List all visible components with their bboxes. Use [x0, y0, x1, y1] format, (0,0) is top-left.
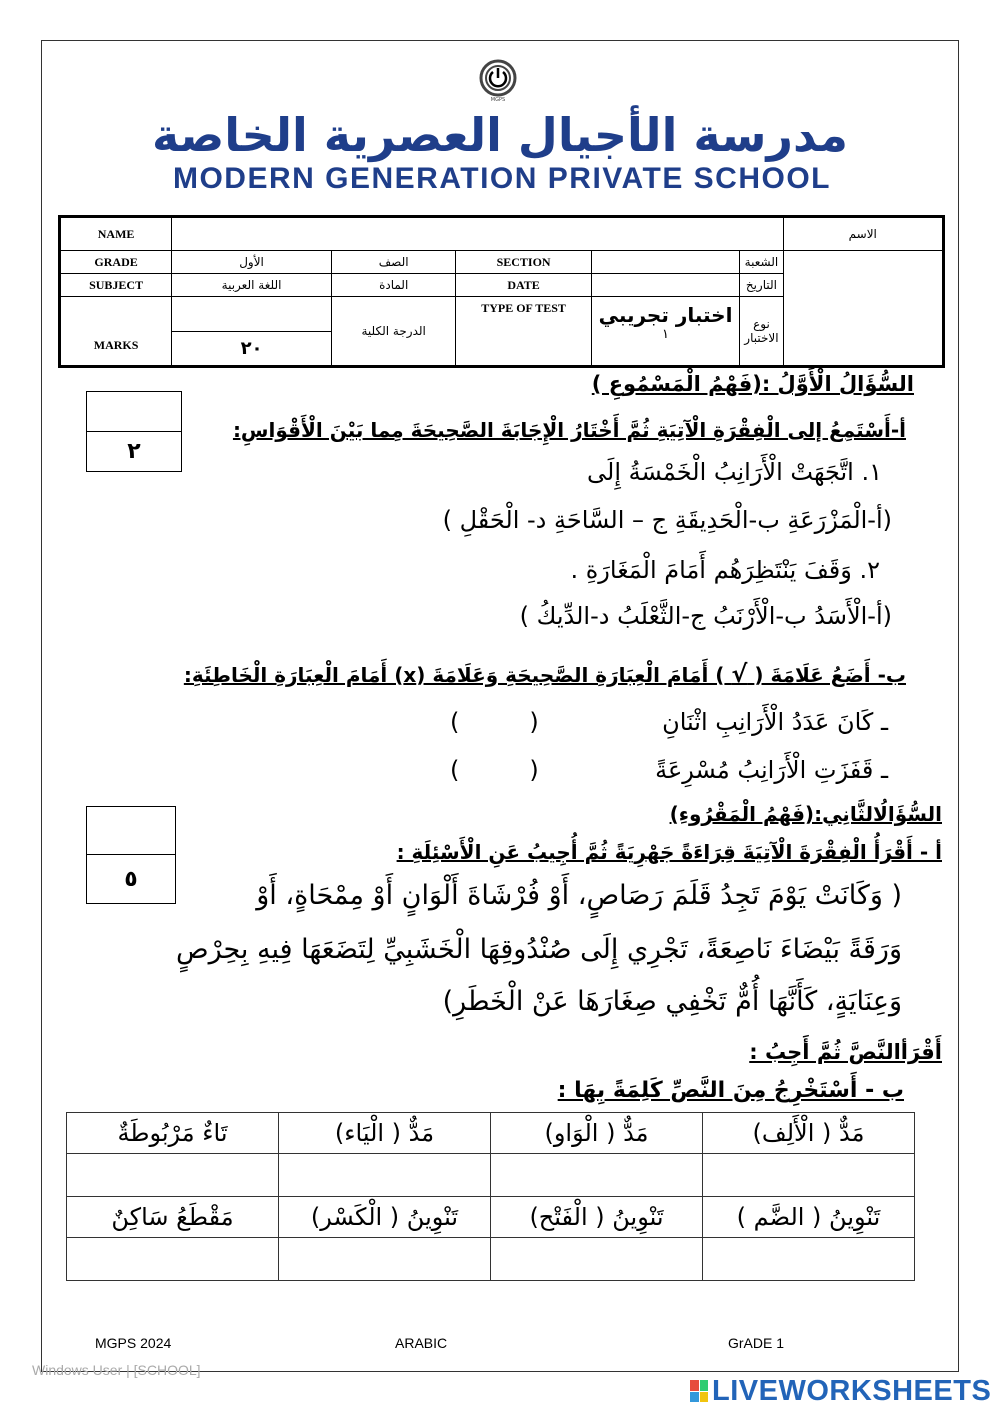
- marks-obtained-field[interactable]: [172, 297, 331, 332]
- marks-cell: [172, 297, 332, 367]
- date-field[interactable]: [591, 274, 740, 297]
- q1-part-b-post: ) أَمَامَ الْعِبَارَةِ الصَّحِيحَةِ وَعَلَامَةَ (x) أَمَامَ الْعِبَارَةِ الْخَاطِئَةِ:: [183, 663, 725, 687]
- footer-right: GrADE 1: [728, 1335, 785, 1351]
- test-type-value: اختبار تجريبي: [598, 303, 733, 327]
- liveworksheets-brand[interactable]: [690, 1375, 991, 1407]
- ya-madd-header: مَدٌّ ( الْيَاء): [279, 1113, 491, 1154]
- liveworksheets-logo-icon: [690, 1380, 708, 1402]
- q2-instruction: أَقْرَأالنَّصَّ ثُمَّ أَجِبُ :: [749, 1040, 942, 1064]
- sukun-syllable-header: مَقْطَعُ سَاكِنٌ: [67, 1197, 279, 1238]
- taa-marbuta-header: تَاءٌ مَرْبُوطَةٌ: [67, 1113, 279, 1154]
- class-label-ar: الصف: [331, 251, 456, 274]
- q1-part-b: [184, 660, 906, 688]
- footer-left: MGPS 2024: [95, 1335, 172, 1351]
- q1-part-a: أ-أَسْتَمِعُ إلى الْفِقْرَةِ الْآتِيَةِ ثُمَّ أَخْتَارُ الْإِجَابَةَ الصَّحِيحَةَ مِما بَيْنَ الْأَقْوَاسِ:: [232, 418, 906, 442]
- q2-part-b: ب - أَسْتَخْرِجُ مِنَ النَّصِّ كَلِمَةً بِهَا :: [557, 1078, 904, 1103]
- school-name-english: MODERN GENERATION PRIVATE SCHOOL: [172, 162, 832, 195]
- passage-line-1: ( وَكَانَتْ يَوْمَ تَجِدُ قَلَمَ رَصَاصٍ، أَوْ فُرْشَاةَ أَلْوَانٍ أَوْ مِمْحَاةٍ، أَوْ: [256, 880, 902, 911]
- q1-item-1-options: (أ-الْمَزْرَعَةِ ب-الْحَدِيقَةِ ج – السَّاحَةِ د- الْحَقْلِ ): [442, 506, 892, 534]
- tanween-kasra-answer[interactable]: [279, 1238, 491, 1281]
- waw-madd-header: مَدٌّ ( الْوَاو): [491, 1113, 703, 1154]
- name-label: NAME: [60, 217, 172, 251]
- grade-label: GRADE: [60, 251, 172, 274]
- q1-score: ٢: [127, 438, 141, 464]
- tanween-fatha-header: تَنْوِينُ ( الْفَتْح): [491, 1197, 703, 1238]
- marks-total: ٢٠: [240, 337, 263, 359]
- section-label: SECTION: [456, 251, 591, 274]
- q2-part-a: أ - أَقْرَأُ الْفِقْرَةَ الْآتِيَةَ قِرَاءَةً جَهْرِيَةً ثُمَّ أُجِيبُ عَنِ الْأَسْئِلَةِ :: [396, 840, 942, 864]
- passage-line-2: وَرَقَةً بَيْضَاءَ نَاصِعَةً، تَجْرِي إِلَى صُنْدُوقِهَا الْخَشَبِيِّ لِتَضَعَهَا فِيهِ بِحِرْصٍ: [175, 934, 902, 965]
- alif-madd-answer[interactable]: [703, 1154, 915, 1197]
- test-type-cell: [591, 297, 740, 367]
- document-watermark: Windows User | [SCHOOL]: [32, 1362, 201, 1378]
- q2-title: السُّؤَالُالثَّانِي:(فَهْمُ الْمَقْرُوءِ): [669, 802, 942, 826]
- section-field[interactable]: [591, 251, 740, 274]
- paren-close: ): [450, 708, 460, 736]
- q1-score-field[interactable]: [87, 392, 181, 432]
- power-logo-icon: [481, 61, 515, 95]
- paren-open: (: [529, 708, 539, 736]
- subject-label: SUBJECT: [60, 274, 172, 297]
- tanween-fatha-answer[interactable]: [491, 1238, 703, 1281]
- statement-1-answer[interactable]: [450, 708, 539, 736]
- school-logo: [463, 58, 533, 104]
- taa-marbuta-answer[interactable]: [67, 1154, 279, 1197]
- q1-item-2: ٢. وَقَفَ يَنْتَظِرَهُم أَمَامَ الْمَغَارَةِ .: [570, 556, 880, 584]
- tanween-kasra-header: تَنْوِينُ ( الْكَسْر): [279, 1197, 491, 1238]
- subject-label-ar: المادة: [331, 274, 456, 297]
- student-info-table: [58, 215, 945, 368]
- liveworksheets-text: LIVEWORKSHEETS: [712, 1374, 992, 1407]
- waw-madd-answer[interactable]: [491, 1154, 703, 1197]
- logo-label: MGPS: [490, 97, 506, 103]
- q1-item-2-options: (أ-الْأَسَدُ ب-الْأَرْنَبُ ج-الثَّعْلَبُ د-الدِّيكُ ): [519, 602, 892, 630]
- subject-value: اللغة العربية: [172, 274, 332, 297]
- check-mark-icon: √: [731, 660, 748, 688]
- statement-2-answer[interactable]: [450, 756, 539, 784]
- test-type-label-ar: نوع الاختبار: [740, 297, 783, 367]
- sukun-syllable-answer[interactable]: [67, 1238, 279, 1281]
- paren-close: ): [450, 756, 460, 784]
- tanween-damma-header: تَنْوِينُ ( الضَّم ): [703, 1197, 915, 1238]
- q1-title: السُّؤَالُ الْأَوَّلُ :(فَهْمُ الْمَسْمُوعِ ): [591, 372, 914, 396]
- test-type-number: ١: [662, 327, 669, 342]
- test-type-label: TYPE OF TEST: [456, 297, 591, 367]
- q2-score: ٥: [124, 866, 138, 892]
- extract-words-table: [66, 1112, 915, 1281]
- marks-label: MARKS: [60, 297, 172, 367]
- footer-center: ARABIC: [395, 1335, 448, 1351]
- grade-value: الأول: [172, 251, 332, 274]
- name-label-ar: الاسم: [783, 217, 943, 251]
- date-label-ar: التاريخ: [740, 274, 783, 297]
- q1-part-b-pre: ب- أَضَعُ عَلَامَةَ (: [754, 663, 906, 687]
- paren-open: (: [529, 756, 539, 784]
- q2-score-field[interactable]: [87, 807, 175, 855]
- alif-madd-header: مَدٌّ ( الْأَلِف): [703, 1113, 915, 1154]
- date-label: DATE: [456, 274, 591, 297]
- passage-line-3: وَعِنَايَةٍ، كَأَنَّهَا أُمٌّ تَخْفِي صِغَارَهَا عَنْ الْخَطَرِ): [442, 986, 902, 1017]
- q1-statement-1: ـ كَانَ عَدَدُ الْأَرَانِبِ اثْنَانِ: [662, 708, 888, 736]
- q1-statement-2: ـ قَفَزَتِ الْأَرَانِبُ مُسْرِعَةً: [655, 756, 888, 784]
- name-field[interactable]: [172, 217, 783, 251]
- q2-score-box: [86, 806, 176, 904]
- section-label-ar: الشعبة: [740, 251, 783, 274]
- q1-score-box: [86, 391, 182, 472]
- q1-item-1: ١. اتَّجَهَتْ الْأَرَانِبُ الْخَمْسَةُ إِلَى: [587, 458, 882, 486]
- tanween-damma-answer[interactable]: [703, 1238, 915, 1281]
- ya-madd-answer[interactable]: [279, 1154, 491, 1197]
- total-label-ar: الدرجة الكلية: [331, 297, 456, 367]
- school-name-arabic: مدرسة الأجيال العصرية الخاصة: [151, 108, 849, 162]
